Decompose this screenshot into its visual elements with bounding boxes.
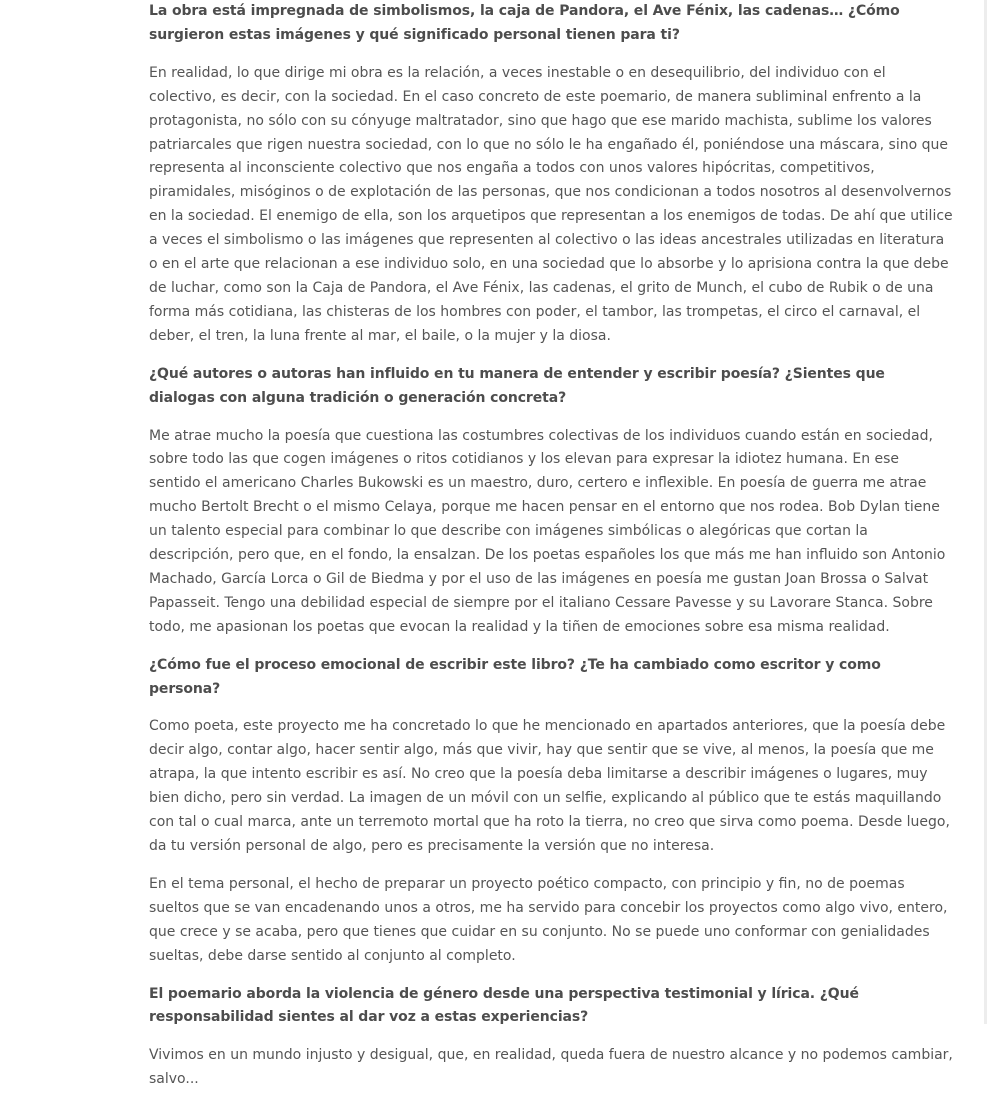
article-body — [149, 0, 955, 1106]
interview-question: La obra está impregnada de simbolismos, la caja de Pandora, el Ave Fénix, las cadenas… ¿Cómo surgieron estas imágenes y qué significado personal tienen para ti? — [149, 3, 900, 43]
interview-question: ¿Qué autores o autoras han influido en tu manera de entender y escribir poesía? ¿Sientes que dialogas con alguna tradición o generación concreta? — [149, 365, 885, 406]
interview-answer: Como poeta, este proyecto me ha concretado lo que he mencionado en apartados anteriores, que la poesía debe decir algo, contar algo, hacer sentir algo, más que vivir, hay que sentir que se vive, al menos, la poesía que me atrapa, la que intento escribir es así. No creo que la poesía deba limitarse a describir imágenes o lugares, muy bien dicho, pero sin verdad. La imagen de un móvil con un selfie, explicando al público que te estás maquillando con tal o cual marca, ante un terremoto mortal que ha roto la tierra, no creo que sirva como poema. Desde luego, da tu versión personal de algo, pero es precisamente la versión que no interesa. — [149, 718, 950, 854]
interview-answer: Vivimos en un mundo injusto y desigual, que, en realidad, queda fuera de nuestro alcance y no podemos cambiar, salvo... — [149, 1047, 953, 1088]
interview-answer: En el tema personal, el hecho de preparar un proyecto poético compacto, con principio y fin, no de poemas sueltos que se van encadenando unos a otros, me ha servido para concebir los proyectos como algo vivo, entero, que crece y se acaba, pero que tienes que cuidar en su conjunto. No se puede uno conformar con genialidades sueltas, debe darse sentido al conjunto al completo. — [149, 875, 948, 964]
interview-answer: Me atrae mucho la poesía que cuestiona las costumbres colectivas de los individuos cuando están en sociedad, sobre todo las que cogen imágenes o ritos cotidianos y los elevan para expresar la idiotez humana. En ese sentido el americano Charles Bukowski es un maestro, duro, certero e inflexible. En poesía de guerra me atrae mucho Bertolt Brecht o el mismo Celaya, porque me hacen pensar en el entorno que nos rodea. Bob Dylan tiene un talento especial para combinar lo que describe con imágenes simbólicas o alegóricas que cortan la descripción, pero que, en el fondo, la ensalzan. De los poetas españoles los que más me han influido son Antonio Machado, García Lorca o Gil de Biedma y por el uso de las imágenes en poesía me gustan Joan Brossa o Salvat Papasseit. Tengo una debilidad especial de siempre por el italiano Cessare Pavesse y su Lavorare Stanca. Sobre todo, me apasionan los poetas que evocan la realidad y la tiñen de emociones sobre esa misma realidad. — [149, 427, 946, 635]
interview-question: El poemario aborda la violencia de género desde una perspectiva testimonial y lírica. ¿Qué responsabilidad sientes al dar voz a estas experiencias? — [149, 985, 859, 1026]
interview-answer: En realidad, lo que dirige mi obra es la relación, a veces inestable o en desequilibrio, del individuo con el colectivo, es decir, con la sociedad. En el caso concreto de este poemario, de manera subliminal enfrento a la protagonista, no sólo con su cónyuge maltratador, sino que hago que ese marido machista, sublime los valores patriarcales que rigen nuestra sociedad, con lo que no sólo le ha engañado él, poniéndose una máscara, sino que representa al inconsciente colectivo que nos engaña a todos con unos valores hipócritas, competitivos, piramidales, misóginos o de explotación de las personas, que nos condicionan a todos nosotros al desenvolvernos en la sociedad. El enemigo de ella, son los arquetipos que representan a los enemigos de todas. De ahí que utilice a veces el simbolismo o las imágenes que representen al colectivo o las ideas ancestrales utilizadas en literatura o en el arte que relacionan a ese individuo solo, en una sociedad que lo absorbe y lo aprisiona contra la que debe de luchar, como son la Caja de Pandora, el Ave Fénix, las cadenas, el grito de Munch, el cubo de Rubik o de una forma más cotidiana, las chisteras de los hombres con poder, el tambor, las trompetas, el circo el carnaval, el deber, el tren, la luna frente al mar, el baile, o la mujer y la diosa. — [149, 64, 953, 344]
interview-question: ¿Cómo fue el proceso emocional de escribir este libro? ¿Te ha cambiado como escritor y como persona? — [149, 656, 881, 697]
